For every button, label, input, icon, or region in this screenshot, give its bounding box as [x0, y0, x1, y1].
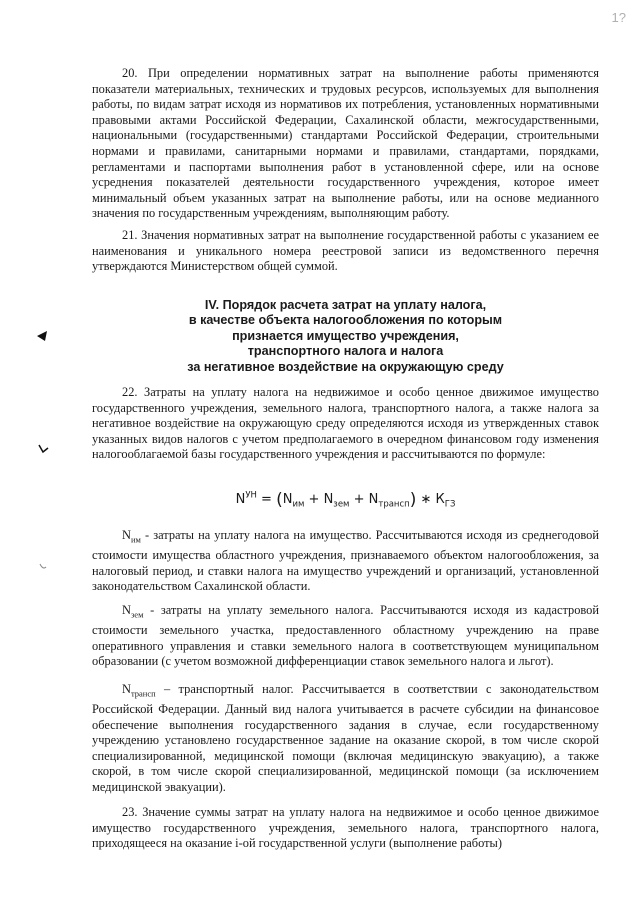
definition-nim: $N_{им}$ - затраты на уплату налога на имущество. Рассчитываются исходя из среднегодовой стоимости имущества областного учреждения, признаваемого объектом налогообложения, за налоговый период, и ставки налога на имущество учреждений и организаций, установленной законодательством Сахалинской области.: [92, 528, 599, 594]
heading-line: за негативное воздействие на окружающую среду: [187, 359, 504, 374]
scan-mark: [35, 330, 49, 342]
section-heading: [92, 298, 599, 375]
formula-coefficient-sub: ГЗ: [444, 499, 456, 510]
paragraph-21: 21. Значения нормативных затрат на выполнение государственной работы с указанием ее наименования и уникального номера реестровой записи из ведомственного перечня утверждаются Министерством общей суммой.: [92, 228, 599, 274]
heading-line: транспортного налога и налога: [247, 344, 444, 359]
paragraph-22: 22. Затраты на уплату налога на недвижимое и особо ценное движимое имущество государственного учреждения, земельного налога, транспортного налога, а также налога за негативное воздействие на окружающую среду определяются исходя из утвержденных ставок указанных видов налогов с учетом предполагаемого в очередном финансовом году изменения налогооблагаемой базы государственного учреждения и рассчитываются по формуле:: [92, 385, 599, 462]
formula-coefficient: К: [435, 492, 445, 507]
tax-formula: $N^{УН} = (N_{им} + N_{зем} + N_{трансп})$ ∗ $К_{ГЗ}$: [235, 490, 456, 510]
scan-mark: [38, 562, 48, 572]
scan-mark: [36, 442, 50, 458]
page-number: 1?: [611, 10, 626, 25]
formula-lhs: N: [235, 492, 246, 507]
formula-term-nim-sub: им: [292, 499, 305, 510]
formula-term-ntr: N: [368, 492, 379, 507]
paragraph-23: 23. Значение суммы затрат на уплату налога на недвижимое и особо ценное движимое имущество государственного учреждения, земельного налога, транспортного налога, приходящееся на оказание i-ой государственной услуги (выполнение работы): [92, 805, 599, 851]
definition-ntransp: $N_{трансп}$ – транспортный налог. Рассчитывается в соответствии с законодательством Российской Федерации. Данный вид налога учитывается в расчете субсидии на финансовое обеспечение выполнения государственного задания в случае, если государственному учреждению установлено государственное задание на оказание скорой, в том числе скорой специализированной, медицинской помощи (включая медицинскую эвакуацию), а также скорой, в том числе скорой специализированной, медицинской помощи (за исключением медицинской эвакуации).: [92, 682, 599, 795]
formula-term-nzem: N: [323, 492, 334, 507]
formula-term-nzem-sub: зем: [333, 499, 350, 510]
heading-line: в качестве объекта налогообложения по которым: [188, 313, 503, 328]
heading-line: признается имущество учреждения,: [232, 328, 459, 343]
definition-nzem: $N_{зем}$ - затраты на уплату земельного налога. Рассчитываются исходя из кадастровой стоимости земельного участка, предоставленного областному учреждению на праве оперативного управления и ставки земельного налога в соответствующем муниципальном образовании (с учетом возможной дифференциации ставок земельного налога и льгот).: [92, 603, 599, 669]
formula-equals: =: [256, 492, 277, 507]
formula-lhs-sup: УН: [245, 490, 257, 501]
heading-line: IV. Порядок расчета затрат на уплату налога,: [204, 298, 487, 312]
paragraph-20: 20. При определении нормативных затрат на выполнение работы применяются показатели материальных, технических и трудовых ресурсов, используемых для выполнения работы, по видам затрат исходя из нормативов их потребления, установленных нормативными правовыми актами Российской Федерации, Сахалинской области, межгосударственными, национальными (государственными) стандартами Российской Федерации, строительными нормами и правилами, санитарными нормами и правилами, стандартами, порядками, регламентами и паспортами выполнения работ в установленной сфере, или на основе усреднения показателей деятельности государственного учреждения, которое имеет минимальный объем указанных затрат на выполнение работы, или на основе медианного значения по государственным учреждениям, выполняющим работу.: [92, 66, 599, 221]
formula-term-ntr-sub: трансп: [378, 499, 410, 510]
formula-term-nim: N: [282, 492, 293, 507]
